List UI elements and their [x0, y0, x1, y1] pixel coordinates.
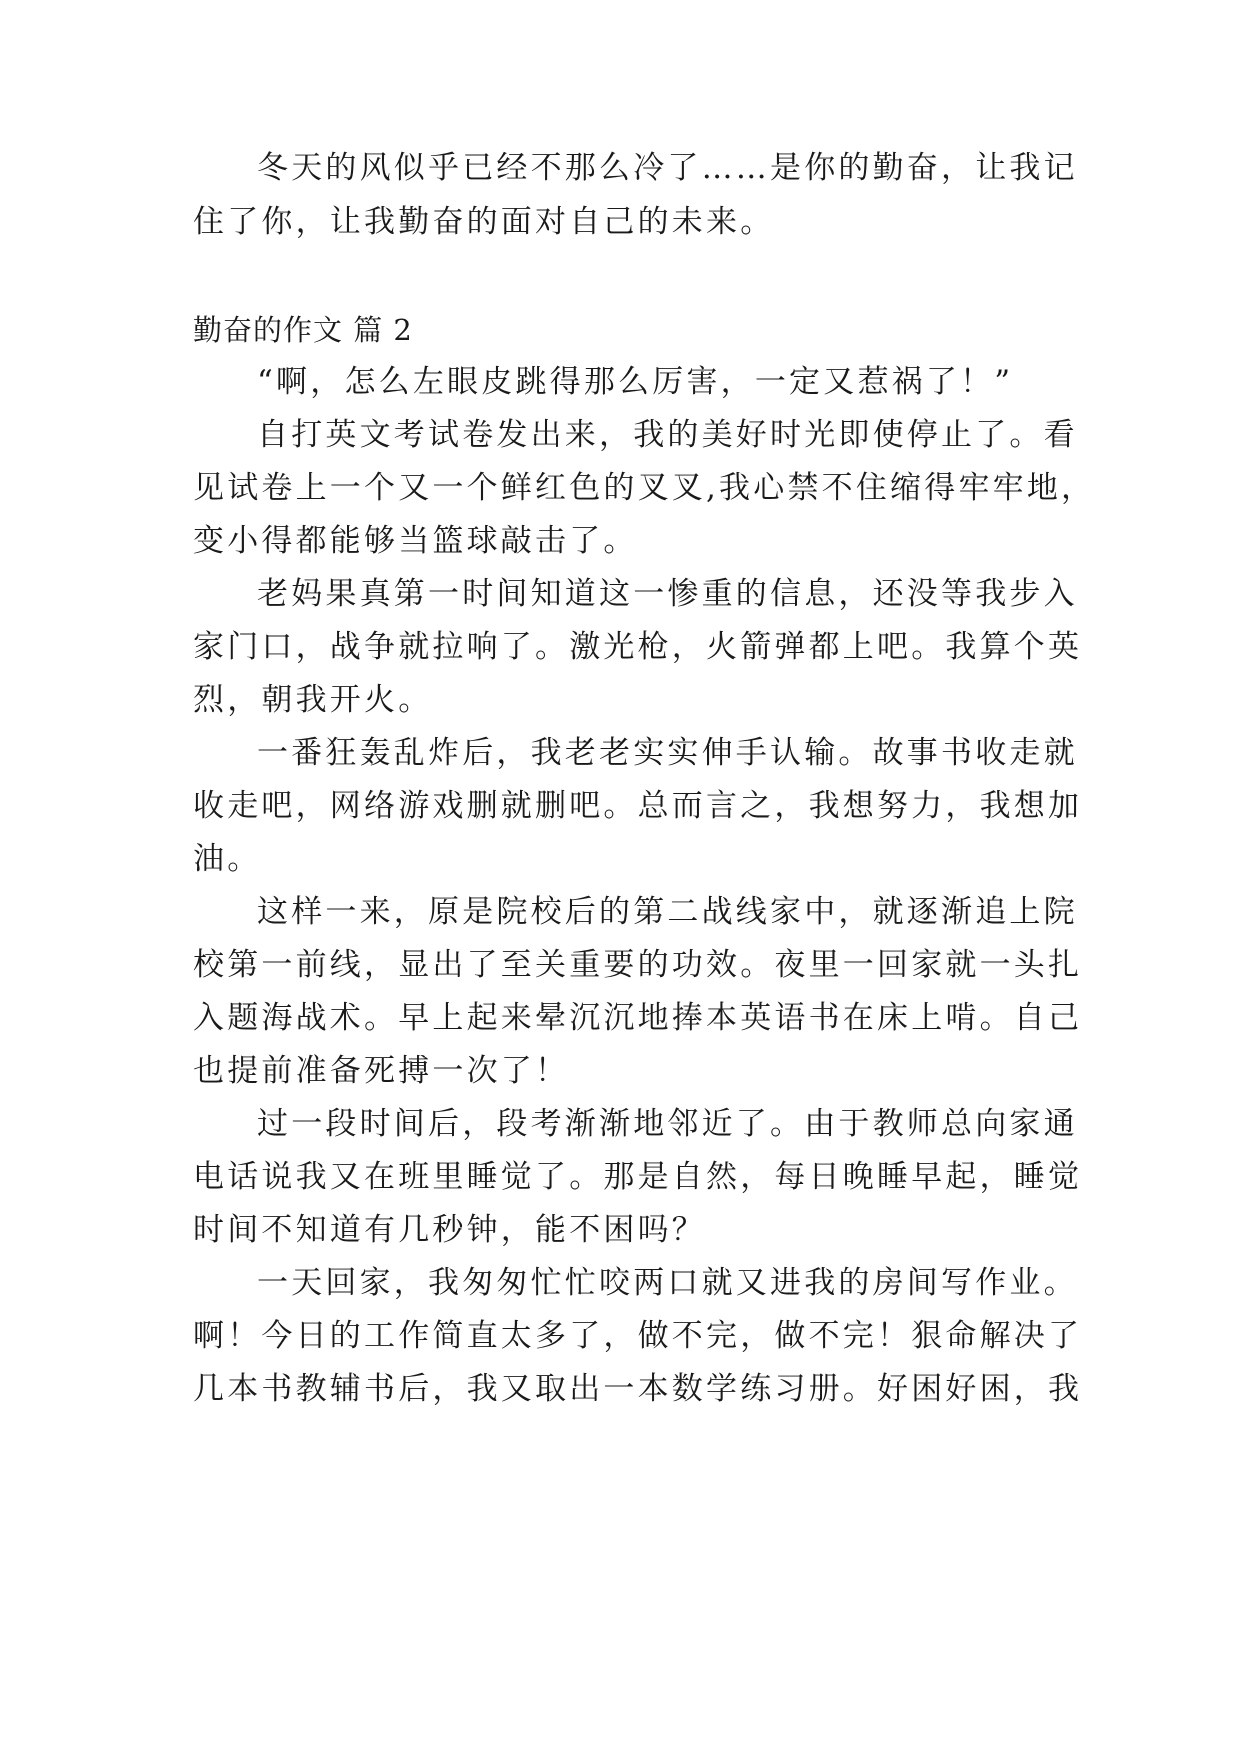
paragraph-line: 见试卷上一个又一个鲜红色的叉叉,我心禁不住缩得牢牢地，: [193, 470, 1096, 506]
paragraph-line: 烈，朝我开火。: [193, 682, 433, 718]
paragraph-line: 啊！今日的工作简直太多了，做不完，做不完！狠命解决了: [193, 1318, 1083, 1354]
paragraph-line: 住了你，让我勤奋的面对自己的未来。: [193, 204, 775, 240]
paragraph-line: 冬天的风似乎已经不那么冷了……是你的勤奋，让我记: [257, 150, 1078, 186]
paragraph-line: 自打英文考试卷发出来，我的美好时光即使停止了。看: [257, 417, 1078, 453]
paragraph-line: 一天回家，我匆匆忙忙咬两口就又进我的房间写作业。: [257, 1265, 1078, 1301]
paragraph-line: 时间不知道有几秒钟，能不困吗？: [193, 1212, 706, 1248]
paragraph-line: 也提前准备死搏一次了！: [193, 1053, 570, 1089]
paragraph-line: 这样一来，原是院校后的第二战线家中，就逐渐追上院: [257, 894, 1078, 930]
paragraph-line: 校第一前线，显出了至关重要的功效。夜里一回家就一头扎: [193, 947, 1083, 983]
paragraph-line: 几本书教辅书后，我又取出一本数学练习册。好困好困，我: [193, 1371, 1083, 1407]
paragraph-line: 电话说我又在班里睡觉了。那是自然，每日晚睡早起，睡觉: [193, 1159, 1083, 1195]
paragraph-line: 油。: [193, 841, 262, 877]
paragraph-line: 过一段时间后，段考渐渐地邻近了。由于教师总向家通: [257, 1106, 1078, 1142]
paragraph-line: 变小得都能够当篮球敲击了。: [193, 523, 638, 559]
paragraph-line: “啊，怎么左眼皮跳得那么厉害，一定又惹祸了！”: [257, 364, 1014, 400]
paragraph-line: 收走吧，网络游戏删就删吧。总而言之，我想努力，我想加: [193, 788, 1083, 824]
paragraph-line: 一番狂轰乱炸后，我老老实实伸手认输。故事书收走就: [257, 735, 1078, 771]
paragraph-line: 入题海战术。早上起来晕沉沉地捧本英语书在床上啃。自己: [193, 1000, 1083, 1036]
section-heading: 勤奋的作文 篇 2: [193, 313, 413, 347]
paragraph-line: 家门口，战争就拉响了。激光枪，火箭弹都上吧。我算个英: [193, 629, 1083, 665]
paragraph-line: 老妈果真第一时间知道这一惨重的信息，还没等我步入: [257, 576, 1078, 612]
